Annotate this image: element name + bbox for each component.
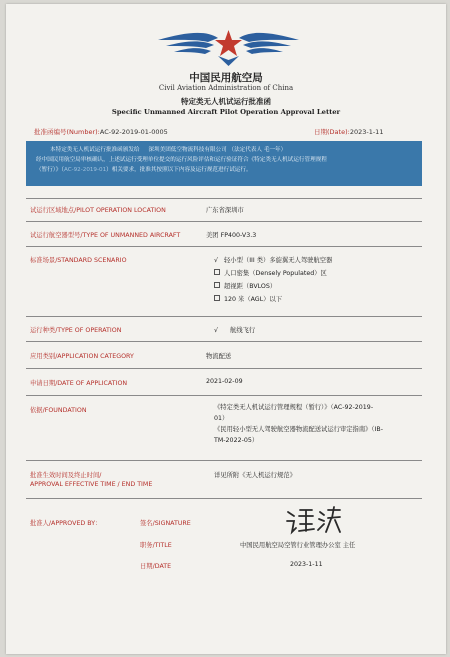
check-mark — [214, 282, 224, 290]
foundation-line: 《特定类无人机试运行管理规程（暂行）》（AC-92-2019- — [214, 404, 374, 411]
intro-licensee: 深圳美团低空物流科技有限公司 （法定代表人 毛一年） — [148, 147, 287, 153]
effective-time-label-1: 批准生效时间及终止时间/ — [30, 472, 102, 479]
scenario-item-text: 120 米（AGL）以下 — [224, 296, 283, 303]
aircraft-type-label: 试运行航空器型号/TYPE OF UNMANNED AIRCRAFT — [30, 232, 181, 239]
location-value: 广东省深圳市 — [206, 207, 244, 214]
approval-number-value: AC-92-2019-01-0005 — [99, 128, 168, 136]
issue-date — [314, 127, 383, 136]
approval-number-label: 批准函编号(Number): — [34, 128, 100, 136]
application-date-value: 2021-02-09 — [206, 378, 243, 385]
scenario-item — [214, 294, 282, 303]
approved-by-label: 批准人/APPROVED BY： — [30, 520, 102, 527]
check-mark: √ — [214, 327, 219, 334]
checkbox-icon — [214, 295, 220, 301]
org-name-en: Civil Aviation Administration of China — [158, 84, 294, 92]
check-mark — [214, 269, 224, 277]
intro-banner — [26, 141, 422, 186]
caac-emblem-logo — [156, 26, 301, 68]
foundation-line: TM-2022-05） — [214, 437, 259, 444]
divider — [26, 368, 422, 369]
signature-label: 签名/SIGNATURE — [140, 520, 191, 527]
divider — [26, 221, 422, 222]
divider — [26, 246, 422, 247]
foundation-label: 依据/FOUNDATION — [30, 407, 87, 414]
divider — [26, 198, 422, 199]
approval-date-value: 2023-1-11 — [290, 561, 323, 568]
intro-line-2: 经中国民用航空局审核确认，上述试运行受理单位提交的运行风险评估和运行验证符合《特定类无人机试运行管理规程 — [36, 157, 327, 164]
intro-line-3-a: （暂行）》（ — [36, 167, 64, 174]
divider — [26, 341, 422, 342]
operation-type-text: 航线飞行 — [230, 327, 256, 334]
letter-title-en: Specific Unmanned Aircraft Pilot Operation Approval Letter — [111, 108, 341, 116]
foundation-line: 《民用轻小型无人驾驶航空器物流配送试运行审定指南》（IB- — [214, 426, 384, 433]
scenario-item-text: 超视距（BVLOS） — [224, 283, 277, 290]
foundation-line: 01） — [214, 415, 229, 422]
aircraft-type-value: 美团 FP400-V3.3 — [206, 232, 257, 239]
foundation-value — [214, 402, 383, 446]
check-mark — [214, 295, 224, 303]
scenario-item — [214, 268, 327, 277]
application-date-label: 申请日期/DATE OF APPLICATION — [30, 380, 128, 387]
operation-type-label: 运行种类/TYPE OF OPERATION — [30, 327, 122, 334]
title-label: 职务/TITLE — [140, 542, 172, 549]
approval-date-label: 日期/DATE — [140, 563, 172, 570]
org-name-cn: 中国民用航空局 — [189, 72, 263, 84]
divider — [26, 395, 422, 396]
intro-line-3 — [36, 165, 414, 175]
intro-line-3-ref: AC-92-2019-01 — [63, 167, 107, 174]
check-mark: √ — [214, 257, 219, 264]
application-category-value: 物流配送 — [206, 353, 232, 360]
divider — [26, 460, 422, 461]
operation-type-value — [214, 325, 255, 334]
effective-time-label-2: APPROVAL EFFECTIVE TIME / END TIME — [30, 481, 153, 488]
scenario-item-text: 人口密集（Densely Populated）区 — [224, 270, 327, 277]
issue-date-value: 2023-1-11 — [349, 128, 384, 136]
scenario-item — [214, 255, 332, 264]
divider — [26, 498, 422, 499]
checkbox-icon — [214, 269, 220, 275]
scenario-label: 标准场景/STANDARD SCENARIO — [30, 257, 127, 264]
title-value: 中国民用航空局空管行业管理办公室 主任 — [240, 542, 356, 549]
issue-date-label: 日期(Date): — [314, 128, 350, 136]
divider — [26, 316, 422, 317]
handwritten-signature — [282, 504, 344, 536]
location-label: 试运行区域地点/PILOT OPERATION LOCATION — [30, 207, 166, 214]
intro-line-1-prefix: 本特定类无人机试运行批准函颁发给 — [50, 147, 140, 153]
scenario-item-text: 轻小型（III 类）多旋翼无人驾驶航空器 — [224, 257, 333, 264]
checkbox-icon — [214, 282, 220, 288]
letter-title-cn: 特定类无人机试运行批准函 — [181, 97, 271, 106]
intro-line-3-c: ）相关要求，批准其按照以下内容及运行规范进行试运行。 — [106, 167, 252, 174]
intro-line-1 — [36, 145, 414, 155]
scenario-item — [214, 281, 276, 290]
approval-number — [34, 127, 168, 136]
effective-time-value: 详见所附《无人机运行规范》 — [214, 472, 296, 479]
application-category-label: 应用类别/APPLICATION CATEGORY — [30, 353, 134, 360]
